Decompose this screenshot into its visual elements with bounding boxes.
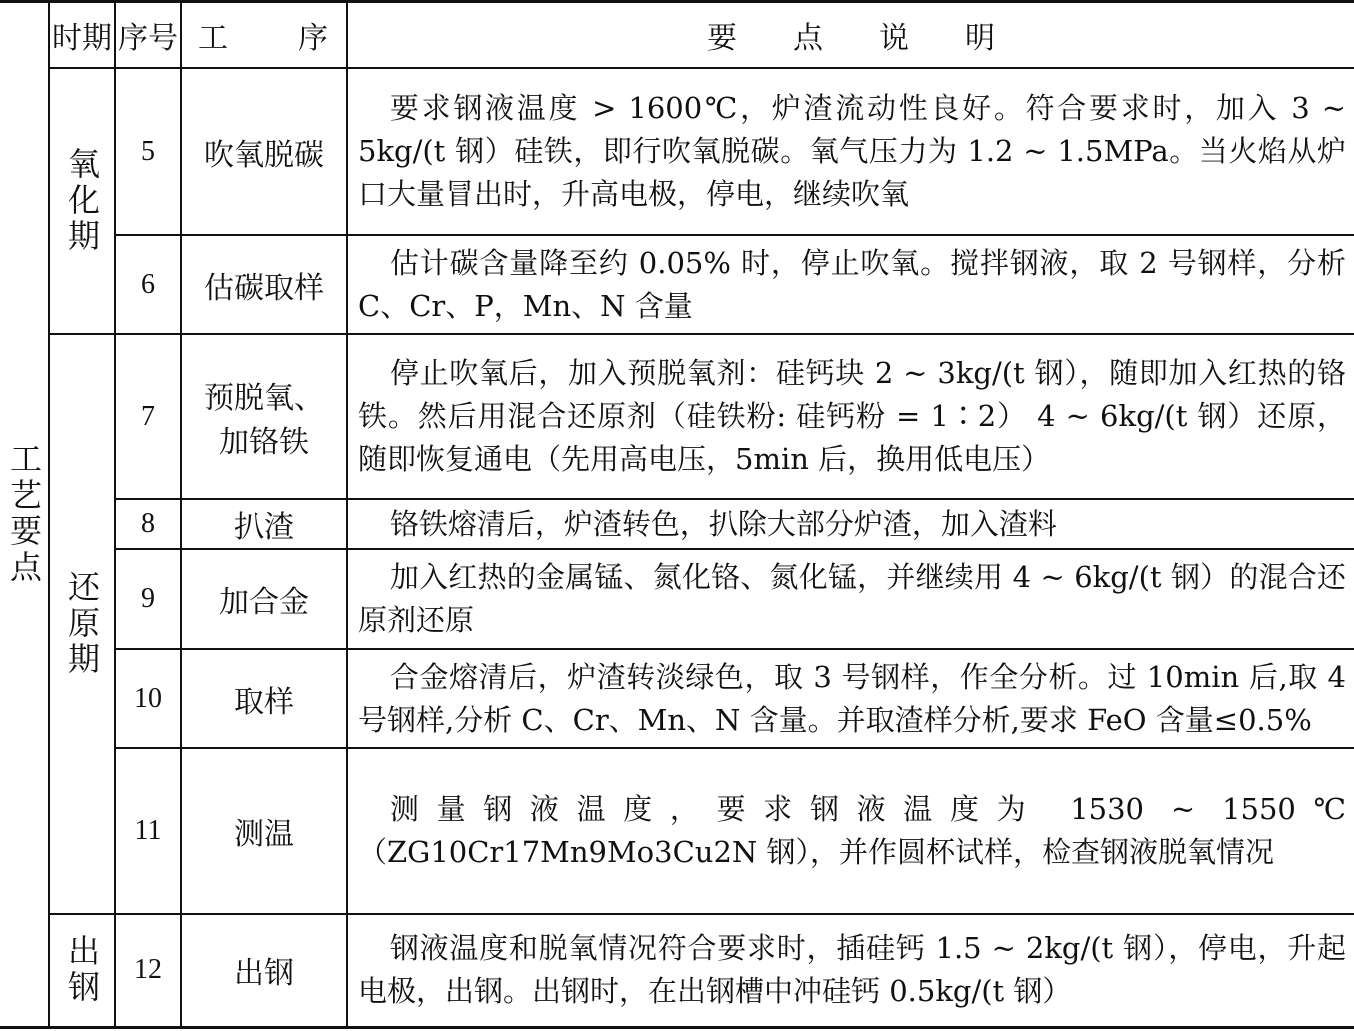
table-row — [0, 549, 1354, 649]
desc-cell: 铬铁熔清后，炉渣转色，扒除大部分炉渣，加入渣料 — [347, 499, 1354, 549]
step-cell: 预脱氧、加铬铁 — [181, 334, 347, 499]
header-period: 时期 — [49, 2, 115, 69]
desc-cell: 加入红热的金属锰、氮化铬、氮化锰，并继续用 4 ~ 6kg/(t 钢）的混合还原剂还原 — [347, 549, 1354, 649]
period-label: 氧化期 — [63, 147, 101, 255]
period-label: 还原期 — [63, 570, 101, 678]
step-cell: 估碳取样 — [181, 235, 347, 334]
table-row — [0, 748, 1354, 914]
step-cell: 扒渣 — [181, 499, 347, 549]
desc-cell: 钢液温度和脱氧情况符合要求时，插硅钙 1.5 ~ 2kg/(t 钢），停电，升起电极，出钢。出钢时，在出钢槽中冲硅钙 0.5kg/(t 钢） — [347, 914, 1354, 1027]
table-row — [0, 68, 1354, 235]
seq-cell: 12 — [115, 914, 181, 1027]
seq-cell: 7 — [115, 334, 181, 499]
step-cell: 吹氧脱碳 — [181, 68, 347, 235]
desc-cell: 停止吹氧后，加入预脱氧剂：硅钙块 2 ~ 3kg/(t 钢），随即加入红热的铬铁。然后用混合还原剂（硅铁粉: 硅钙粉 = 1∶2） 4 ~ 6kg/(t 钢）还原，随即恢复通电（先用高电压，5min 后，换用低电压） — [347, 334, 1354, 499]
table-row — [0, 649, 1354, 748]
seq-cell: 10 — [115, 649, 181, 748]
seq-cell: 5 — [115, 68, 181, 235]
period-label: 出钢 — [63, 934, 101, 1007]
table-row — [0, 499, 1354, 549]
seq-cell: 8 — [115, 499, 181, 549]
period-cell — [49, 914, 115, 1027]
seq-cell: 6 — [115, 235, 181, 334]
table-row — [0, 914, 1354, 1027]
side-label-cell — [0, 2, 49, 1028]
table-row — [0, 235, 1354, 334]
header-desc: 要点说明 — [347, 2, 1354, 69]
step-cell: 取样 — [181, 649, 347, 748]
step-cell: 加合金 — [181, 549, 347, 649]
desc-cell: 要求钢液温度 > 1600℃，炉渣流动性良好。符合要求时，加入 3 ~ 5kg/(t 钢）硅铁，即行吹氧脱碳。氧气压力为 1.2 ~ 1.5MPa。当火焰从炉口大量冒出时，升高电极，停电，继续吹氧 — [347, 68, 1354, 235]
side-label: 工艺要点 — [5, 442, 43, 587]
seq-cell: 9 — [115, 549, 181, 649]
desc-cell: 测量钢液温度，要求钢液温度为 1530 ~ 1550℃（ZG10Cr17Mn9Mo3Cu2N 钢），并作圆杯试样，检查钢液脱氧情况 — [347, 748, 1354, 914]
desc-cell: 估计碳含量降至约 0.05% 时，停止吹氧。搅拌钢液，取 2 号钢样，分析 C、Cr、P，Mn、N 含量 — [347, 235, 1354, 334]
header-step: 工 序 — [181, 2, 347, 69]
seq-cell: 11 — [115, 748, 181, 914]
period-cell — [49, 334, 115, 914]
desc-cell: 合金熔清后，炉渣转淡绿色，取 3 号钢样，作全分析。过 10min 后,取 4 号钢样,分析 C、Cr、Mn、N 含量。并取渣样分析,要求 FeO 含量≤0.5% — [347, 649, 1354, 748]
header-row — [0, 2, 1354, 69]
header-seq: 序号 — [115, 2, 181, 69]
period-cell — [49, 68, 115, 334]
step-cell: 测温 — [181, 748, 347, 914]
step-cell: 出钢 — [181, 914, 347, 1027]
table-row — [0, 334, 1354, 499]
